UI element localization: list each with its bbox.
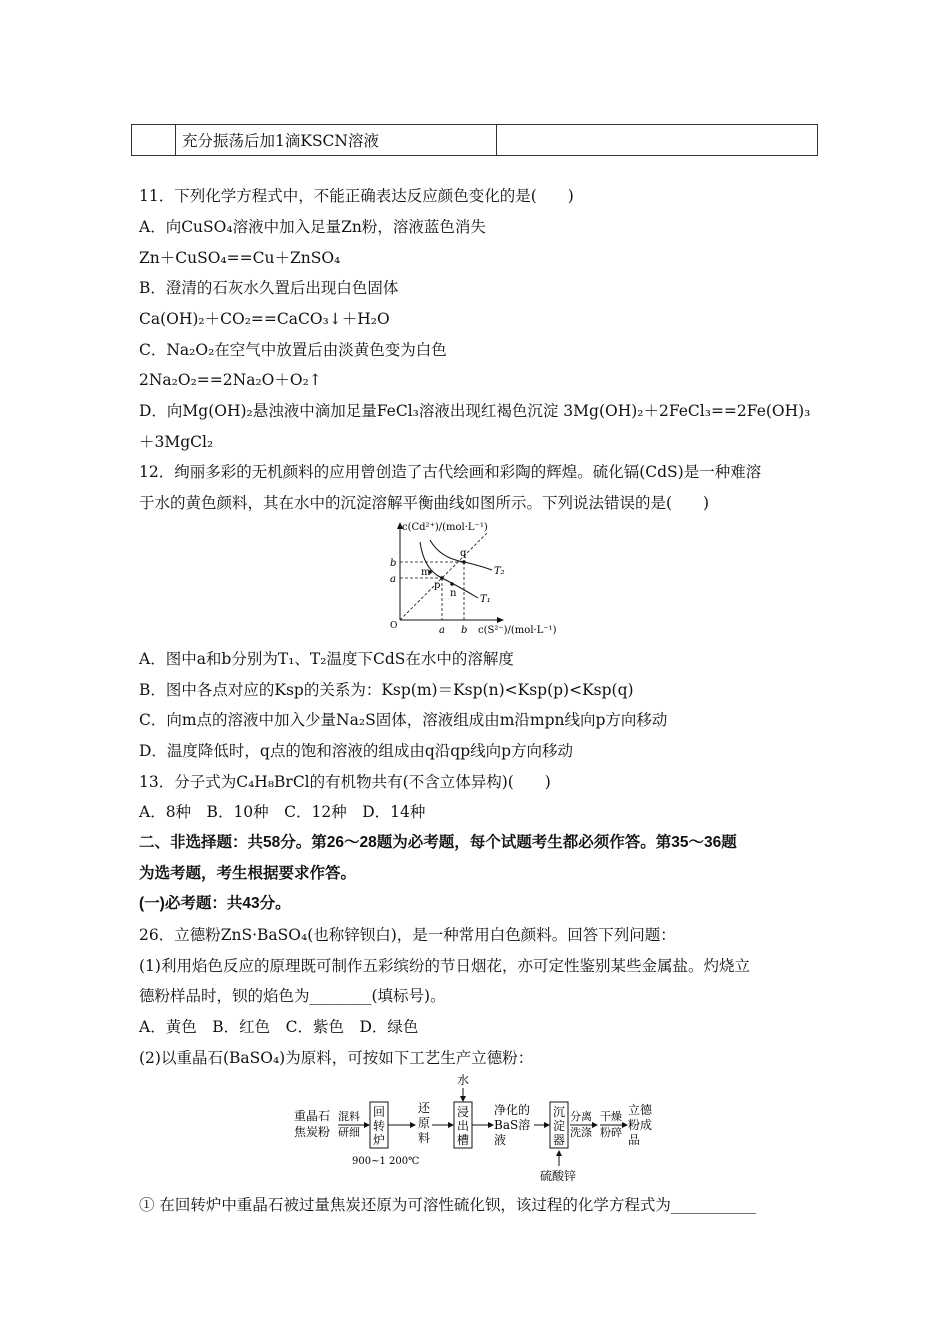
table-cell: [497, 125, 818, 156]
process-flow-diagram: [290, 1072, 670, 1188]
x-axis-label: c(S²⁻)/(mol·L⁻¹): [478, 625, 557, 636]
solubility-graph: [380, 520, 570, 646]
flow-box3-char3: 器: [553, 1133, 566, 1147]
flow-mid1-char1: 还: [418, 1101, 431, 1115]
flow-output-3: 品: [628, 1133, 641, 1147]
flow-zinc-sulfate: 硫酸锌: [540, 1169, 577, 1183]
point-p: [440, 576, 444, 580]
q11-equation-c: 2Na₂O₂==2Na₂O＋O₂↑: [139, 371, 322, 389]
flow-step1-b: 研细: [338, 1126, 360, 1139]
reagent-table: [131, 124, 818, 156]
flow-water: 水: [457, 1073, 470, 1087]
point-q: [462, 560, 466, 564]
table-cell: [132, 125, 176, 156]
q26-stem: 26．立德粉ZnS·BaSO₄(也称锌钡白)，是一种常用白色颜料。回答下列问题：: [139, 926, 676, 944]
q11-option-d-cont: ＋3MgCl₂: [139, 433, 214, 451]
q12-stem-line2: 于水的黄色颜料，其在水中的沉淀溶解平衡曲线如图所示。下列说法错误的是( ): [139, 494, 710, 512]
flow-input-2: 焦炭粉: [294, 1125, 331, 1139]
y-axis-label: c(Cd²⁺)/(mol·L⁻¹): [402, 522, 488, 533]
q26-part1-line2: 德粉样品时，钡的焰色为________(填标号)。: [139, 987, 446, 1005]
q12-option-b: B．图中各点对应的Ksp的关系为：Ksp(m)＝Ksp(n)<Ksp(p)<Ksp(q): [139, 681, 634, 699]
q26-part2-item1: ① 在回转炉中重晶石被过量焦炭还原为可溶性硫化钡，该过程的化学方程式为___________: [139, 1196, 757, 1214]
q11-stem: 11．下列化学方程式中，不能正确表达反应颜色变化的是( ): [139, 187, 574, 205]
tick-a-y: a: [390, 574, 396, 585]
q11-option-d: D．向Mg(OH)₂悬浊液中滴加足量FeCl₃溶液出现红褐色沉淀 3Mg(OH)₂＋2FeCl₃==2Fe(OH)₃: [139, 402, 811, 420]
label-p: p: [434, 580, 441, 591]
q12-stem-line1: 12．绚丽多彩的无机颜料的应用曾创造了古代绘画和彩陶的辉煌。硫化镉(CdS)是一种难溶: [139, 463, 762, 481]
label-m: m: [421, 567, 431, 578]
q11-equation-a: Zn＋CuSO₄==Cu＋ZnSO₄: [139, 249, 341, 267]
q26-part1-line1: (1)利用焰色反应的原理既可制作五彩缤纷的节日烟花，亦可定性鉴别某些金属盐。灼烧立: [139, 957, 750, 975]
label-n: n: [450, 588, 457, 599]
q26-part2: (2)以重晶石(BaSO₄)为原料，可按如下工艺生产立德粉：: [139, 1049, 534, 1067]
flow-box3-char2: 淀: [553, 1119, 566, 1133]
q26-options: A．黄色 B．红色 C．紫色 D．绿色: [139, 1018, 419, 1036]
flow-box2-char2: 出: [457, 1119, 470, 1133]
q12-option-d: D．温度降低时，q点的饱和溶液的组成由q沿qp线向p方向移动: [139, 742, 574, 760]
flow-output-1: 立德: [628, 1103, 653, 1117]
point-n: [450, 582, 454, 586]
q11-option-c: C．Na₂O₂在空气中放置后由淡黄色变为白色: [139, 341, 447, 359]
flow-step5-a: 干燥: [600, 1110, 622, 1123]
table-row: [132, 125, 818, 156]
section2-line1: 二、非选择题：共58分。第26～28题为必考题，每个试题考生都必须作答。第35～36题: [139, 834, 737, 851]
flow-box1-char3: 炉: [373, 1133, 386, 1147]
tick-a-x: a: [439, 625, 445, 636]
q11-option-b: B．澄清的石灰水久置后出现白色固体: [139, 279, 399, 297]
q11-option-a: A．向CuSO₄溶液中加入足量Zn粉，溶液蓝色消失: [139, 218, 486, 236]
flow-box1-char2: 转: [373, 1119, 386, 1133]
flow-step1-a: 混料: [338, 1110, 360, 1123]
section2-line3: (一)必考题：共43分。: [139, 895, 291, 912]
flow-step4-b: 洗涤: [570, 1126, 592, 1139]
flow-box3-char1: 沉: [553, 1105, 566, 1119]
flow-step4-a: 分离: [570, 1110, 592, 1123]
label-t1: T₁: [480, 594, 491, 605]
flow-mid1-char2: 原: [418, 1116, 431, 1130]
flow-mid2-c: 液: [494, 1133, 507, 1147]
flow-mid2-b: BaS溶: [494, 1118, 531, 1132]
flow-mid1-char3: 料: [418, 1131, 431, 1145]
label-t2: T₂: [494, 566, 505, 577]
tick-b-y: b: [390, 558, 397, 569]
table-cell: 充分振荡后加1滴KSCN溶液: [176, 125, 497, 156]
origin-label: O: [390, 621, 398, 631]
flow-step5-b: 粉碎: [600, 1126, 622, 1139]
flow-box2-char1: 浸: [457, 1105, 470, 1119]
tick-b-x: b: [461, 625, 468, 636]
section2-line2: 为选考题，考生根据要求作答。: [139, 865, 357, 882]
q11-equation-b: Ca(OH)₂＋CO₂==CaCO₃↓＋H₂O: [139, 310, 390, 328]
label-q: q: [460, 548, 467, 559]
flow-input-1: 重晶石: [294, 1109, 331, 1123]
flow-box2-char3: 槽: [457, 1133, 470, 1147]
flow-box1-char1: 回: [373, 1105, 386, 1119]
q12-option-c: C．向m点的溶液中加入少量Na₂S固体，溶液组成由m沿mpn线向p方向移动: [139, 711, 668, 729]
flow-output-2: 粉成: [628, 1118, 653, 1132]
flow-temperature: 900~1 200℃: [352, 1156, 420, 1167]
q13-options: A．8种 B．10种 C．12种 D．14种: [139, 803, 426, 821]
flow-mid2-a: 净化的: [494, 1103, 531, 1117]
q13-stem: 13．分子式为C₄H₈BrCl的有机物共有(不含立体异构)( ): [139, 773, 551, 791]
q12-option-a: A．图中a和b分别为T₁、T₂温度下CdS在水中的溶解度: [139, 650, 514, 668]
